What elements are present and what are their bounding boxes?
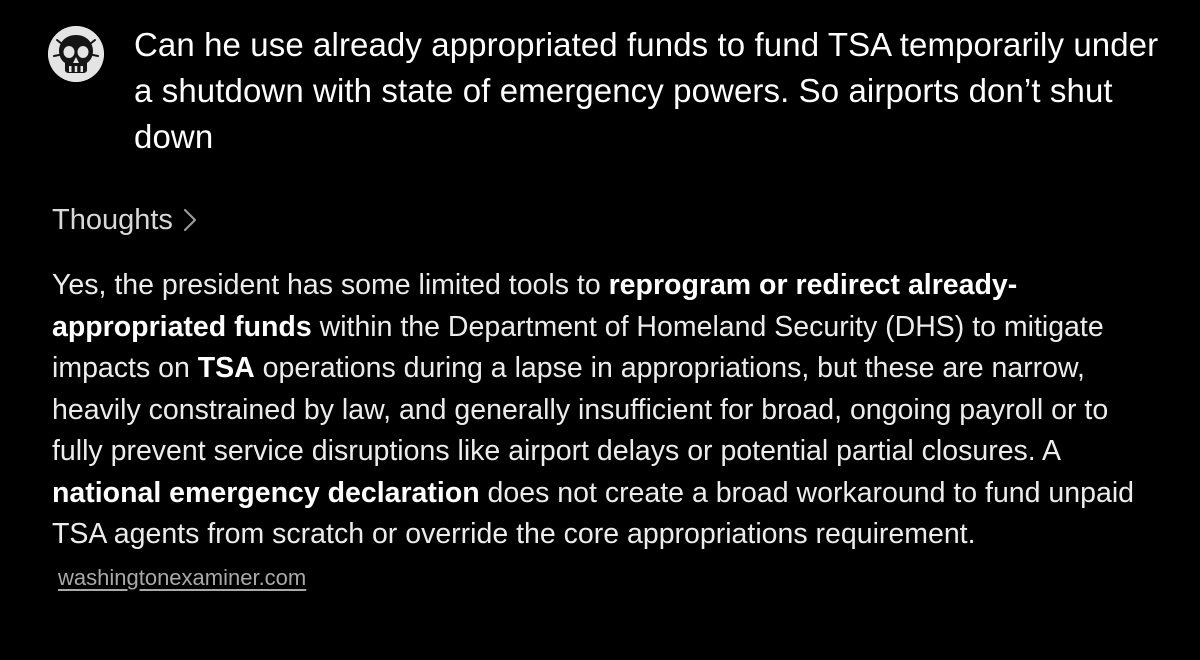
user-message-row: [48, 22, 1178, 160]
answer-segment-5: national emergency declaration: [52, 476, 480, 509]
thoughts-toggle[interactable]: [52, 200, 197, 240]
answer-segment-3: TSA: [197, 352, 255, 384]
chevron-right-icon: [183, 208, 197, 232]
assistant-answer: [52, 265, 1162, 598]
skull-icon: [48, 26, 104, 82]
answer-segment-4: operations during a lapse in appropriations, but these are narrow, heavily constrained by law, and generally insufficient for broad, ongoing payroll or to fully prevent service disruptions like airport delays or potential partial closures. A: [52, 352, 1109, 467]
source-link[interactable]: washingtonexaminer.com: [58, 564, 307, 590]
answer-segment-0: Yes, the president has some limited tools to: [52, 269, 609, 301]
user-avatar[interactable]: [48, 26, 104, 82]
answer-segment-6: does not create a broad workaround to fund unpaid TSA agents from scratch or override the core appropriations requirement.: [52, 476, 1135, 550]
answer-segment-2: within the Department of Homeland Security (DHS) to mitigate impacts on: [52, 310, 1104, 384]
user-message-text: Can he use already appropriated funds to fund TSA temporarily under a shutdown with state of emergency powers. So airports don’t shut down: [134, 26, 1159, 155]
answer-segment-1: reprogram or redirect already-appropriated funds: [52, 269, 1018, 343]
thoughts-label: Thoughts: [52, 204, 173, 236]
